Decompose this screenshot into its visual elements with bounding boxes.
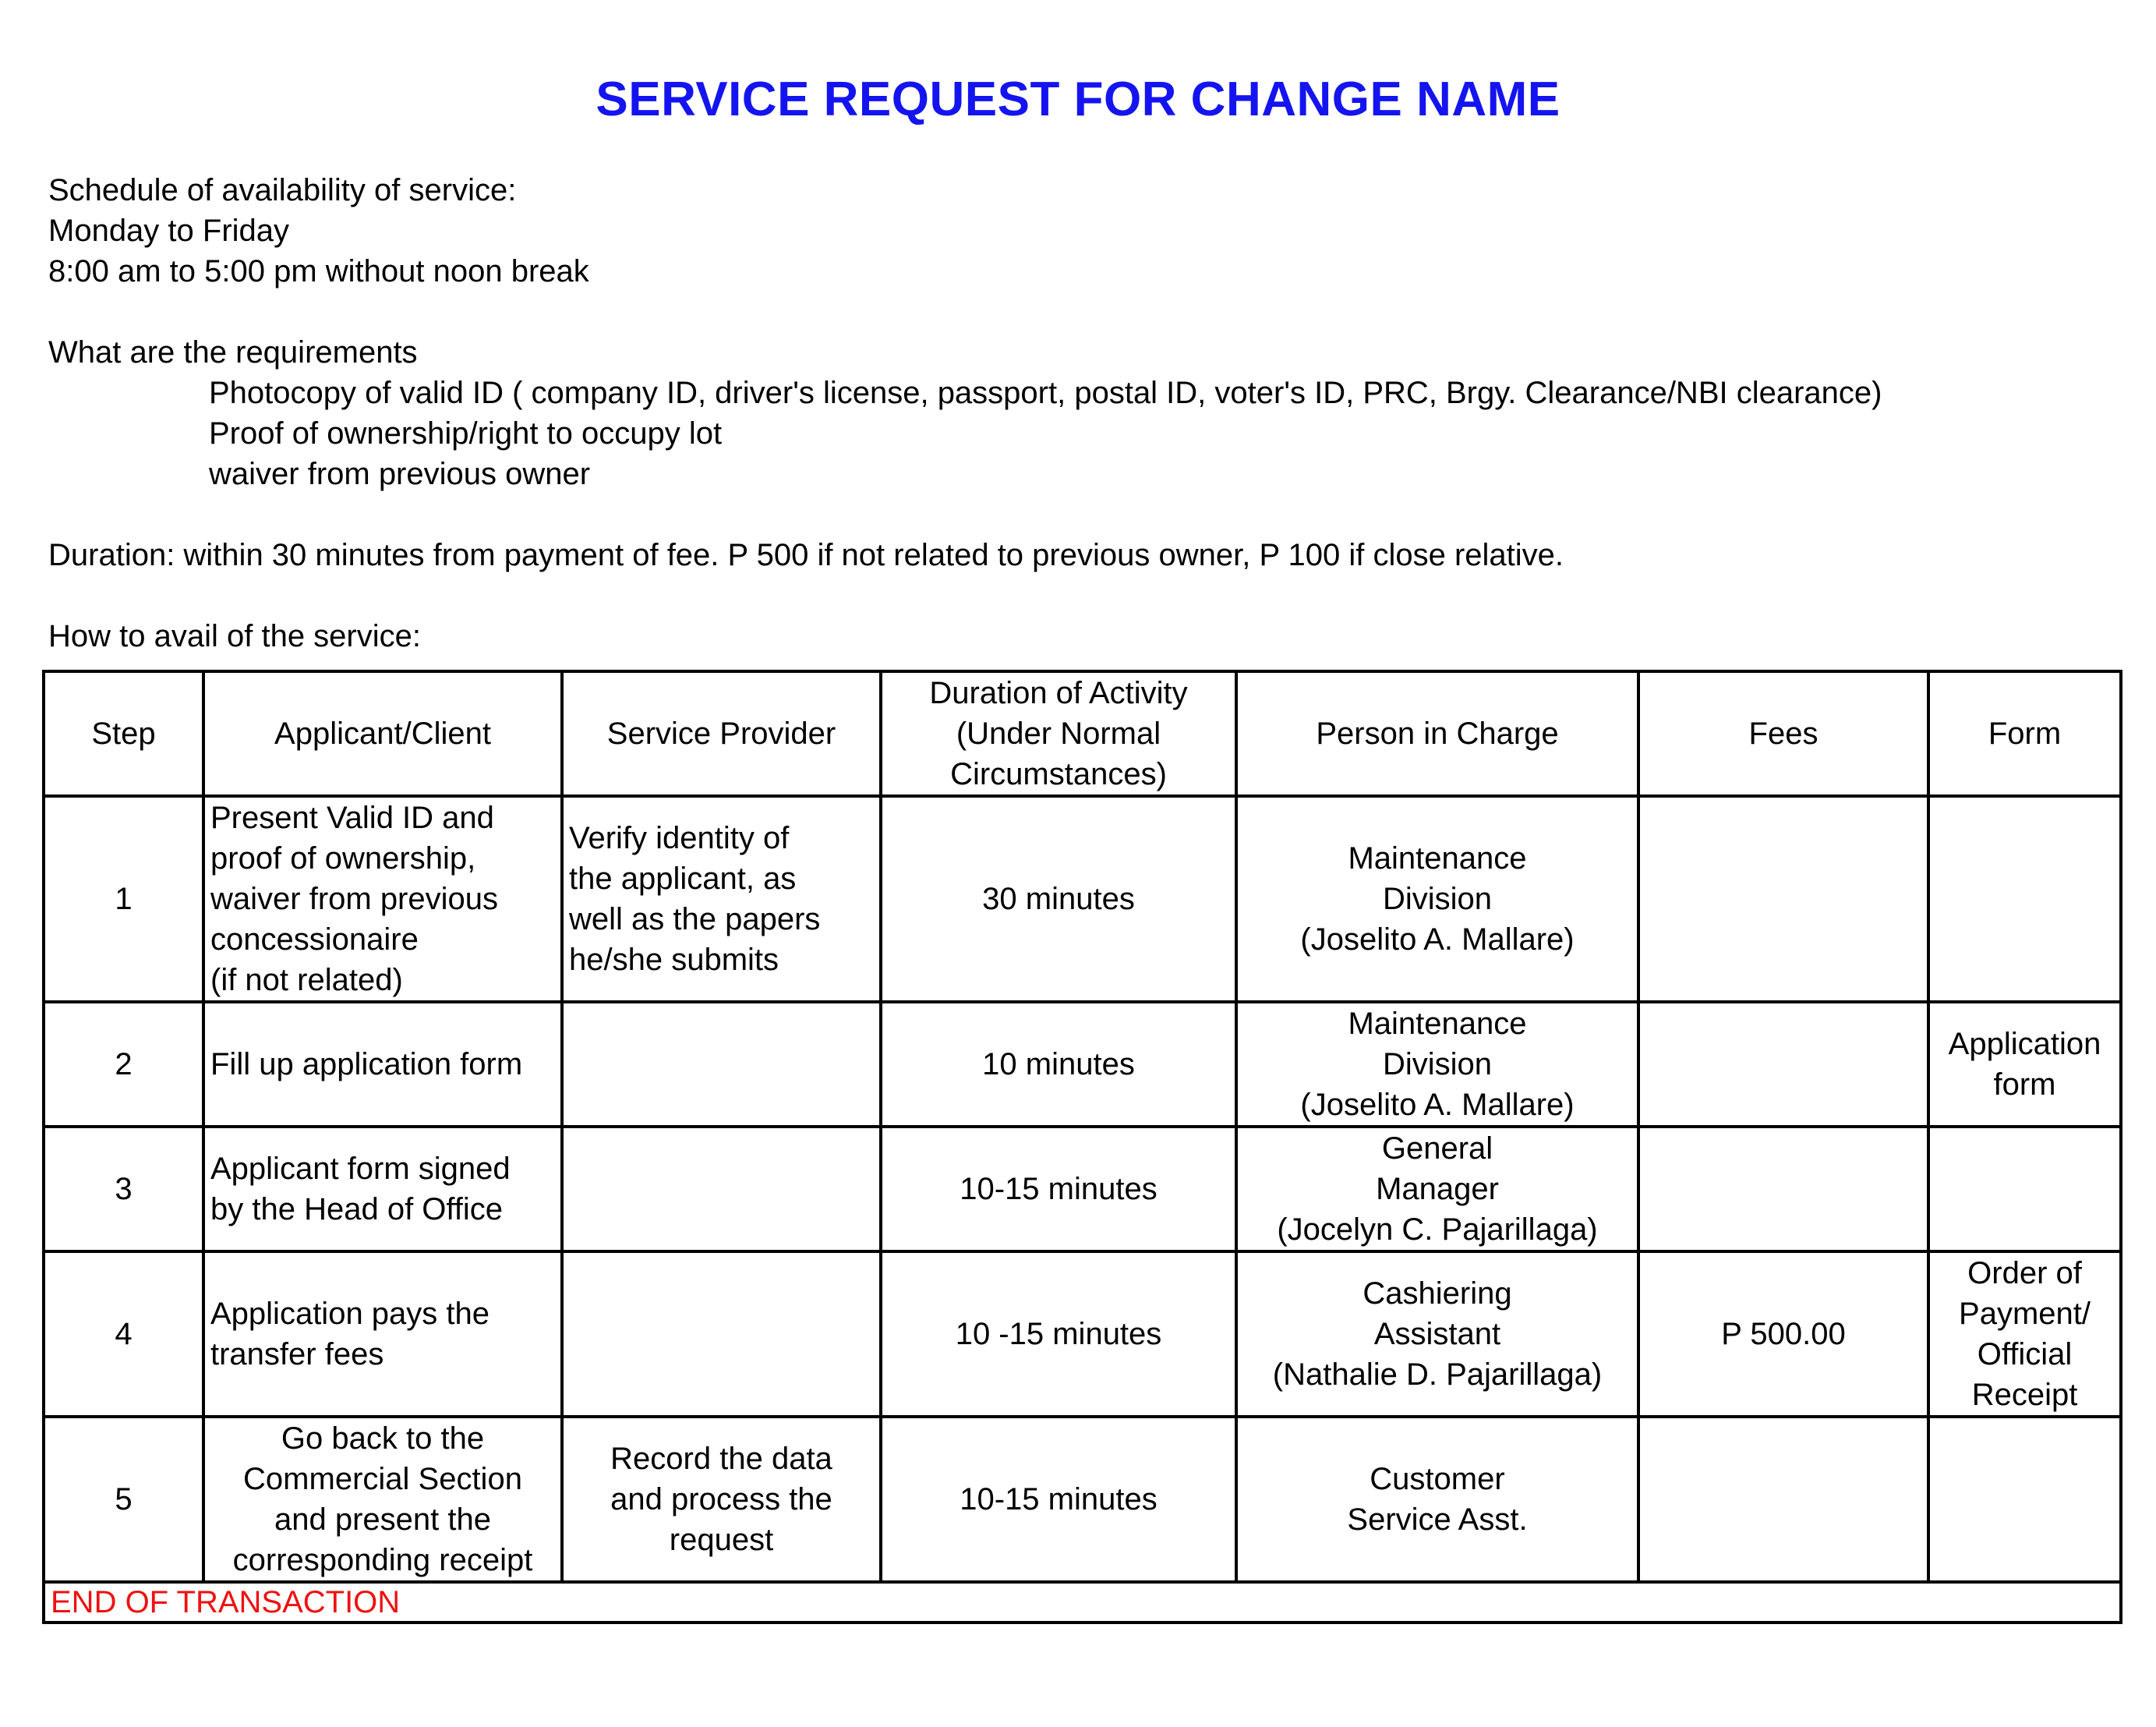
duration-cell: 30 minutes [881,796,1236,1002]
person-cell: Maintenance Division (Joselito A. Mallare) [1236,796,1638,1002]
duration-cell: 10 minutes [881,1002,1236,1127]
header-step: Step [44,671,203,796]
schedule-label: Schedule of availability of service: [48,173,517,207]
step-cell: 5 [44,1417,203,1582]
table-row [44,1002,2121,1127]
step-cell: 1 [44,796,203,1002]
header-duration: Duration of Activity (Under Normal Circumstances) [881,671,1236,796]
table-row [44,1251,2121,1417]
step-cell: 3 [44,1127,203,1251]
duration-cell: 10 -15 minutes [881,1251,1236,1417]
page-title: SERVICE REQUEST FOR CHANGE NAME [596,73,1560,126]
applicant-cell: Application pays the transfer fees [203,1251,562,1417]
requirement-item: Photocopy of valid ID ( company ID, driver's license, passport, postal ID, voter's ID, PRC, Brgy. Clearance/NBI clearance) [209,376,1882,410]
table-row [44,1127,2121,1251]
requirements-label: What are the requirements [48,335,418,370]
form-cell [1928,796,2121,1002]
fees-cell: P 500.00 [1638,1251,1928,1417]
process-table [42,670,2122,1624]
form-cell: Application form [1928,1002,2121,1127]
requirement-item: Proof of ownership/right to occupy lot [209,416,723,451]
end-row [44,1582,2121,1623]
fees-cell [1638,1417,1928,1582]
header-person: Person in Charge [1236,671,1638,796]
duration-cell: 10-15 minutes [881,1417,1236,1582]
form-cell [1928,1127,2121,1251]
header-applicant: Applicant/Client [203,671,562,796]
table-row [44,1417,2121,1582]
header-fees: Fees [1638,671,1928,796]
schedule-hours: 8:00 am to 5:00 pm without noon break [48,254,589,288]
person-cell: Cashiering Assistant (Nathalie D. Pajarillaga) [1236,1251,1638,1417]
applicant-cell: Present Valid ID and proof of ownership, waiver from previous concessionaire (if not related) [203,796,562,1002]
table-header-row [44,671,2121,796]
requirement-item: waiver from previous owner [209,457,591,491]
fees-cell [1638,1002,1928,1127]
provider-cell [562,1002,881,1127]
fees-cell [1638,1127,1928,1251]
applicant-cell: Go back to the Commercial Section and present the corresponding receipt [203,1417,562,1582]
form-cell [1928,1417,2121,1582]
step-cell: 2 [44,1002,203,1127]
provider-cell [562,1251,881,1417]
provider-cell [562,1127,881,1251]
person-cell: General Manager (Jocelyn C. Pajarillaga) [1236,1127,1638,1251]
duration-text: Duration: within 30 minutes from payment of fee. P 500 if not related to previous owner, P 100 if close relative. [48,538,1564,572]
applicant-cell: Fill up application form [203,1002,562,1127]
intro-section [48,170,1882,656]
provider-cell: Record the data and process the request [562,1417,881,1582]
header-provider: Service Provider [562,671,881,796]
end-of-transaction: END OF TRANSACTION [44,1582,2121,1623]
provider-cell: Verify identity of the applicant, as well as the papers he/she submits [562,796,881,1002]
table-row [44,796,2121,1002]
fees-cell [1638,796,1928,1002]
step-cell: 4 [44,1251,203,1417]
schedule-days: Monday to Friday [48,214,290,248]
applicant-cell: Applicant form signed by the Head of Office [203,1127,562,1251]
person-cell: Maintenance Division (Joselito A. Mallare) [1236,1002,1638,1127]
header-form: Form [1928,671,2121,796]
form-cell: Order of Payment/ Official Receipt [1928,1251,2121,1417]
duration-cell: 10-15 minutes [881,1127,1236,1251]
person-cell: Customer Service Asst. [1236,1417,1638,1582]
how-to-label: How to avail of the service: [48,619,421,653]
